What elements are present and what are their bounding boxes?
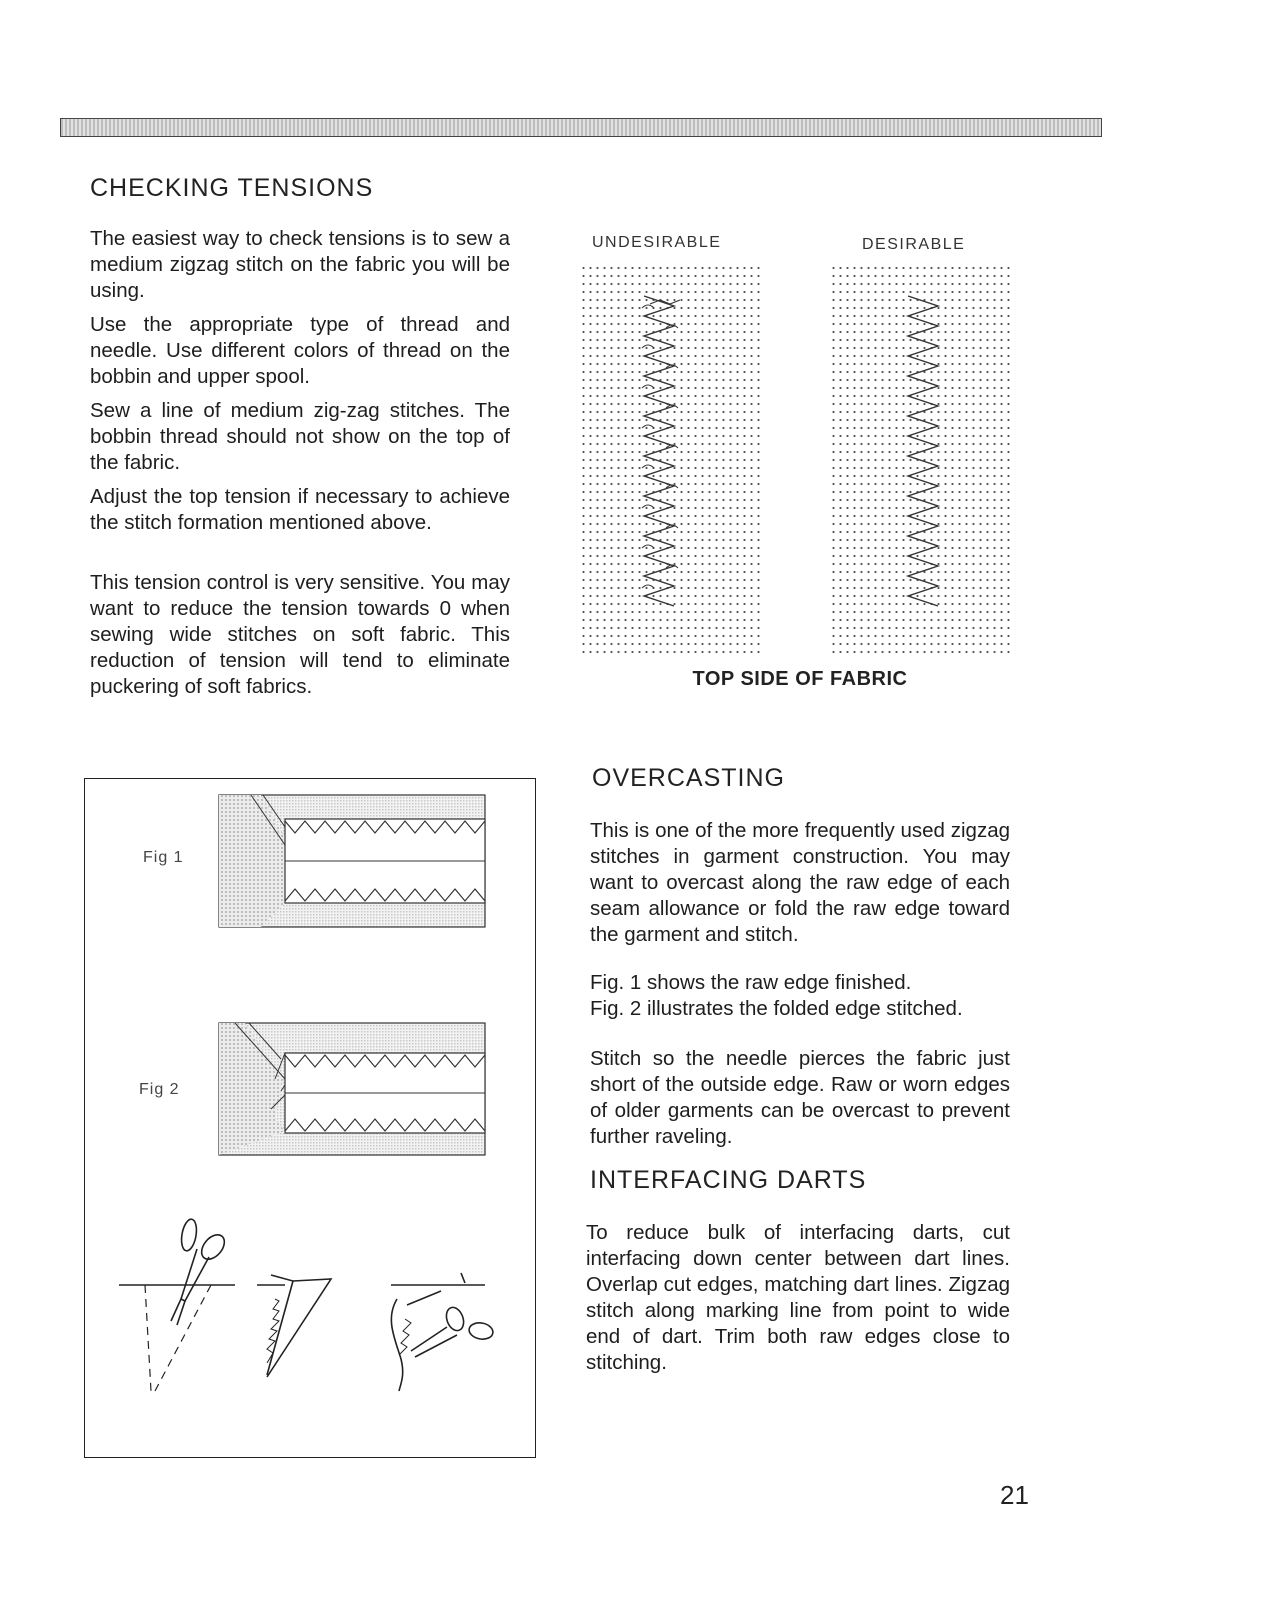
zigzag-stitch-undesirable: [580, 264, 762, 654]
label-desirable: DESIRABLE: [862, 236, 966, 253]
dart-step-overlap-drawing: [257, 1275, 331, 1377]
paragraph: Fig. 2 illustrates the folded edge stitched.: [590, 997, 963, 1020]
paragraph: This tension control is very sensitive. You may want to reduce the tension towards 0 when sewing wide stitches on soft fabric. This reduction of tension will tend to eliminate puckering of soft fabrics.: [90, 571, 510, 698]
fig2-label: Fig 2: [139, 1081, 180, 1098]
paragraph: The easiest way to check tensions is to sew a medium zigzag stitch on the fabric you will be using.: [90, 227, 510, 302]
section-heading-interfacing-darts: INTERFACING DARTS: [590, 1166, 867, 1194]
paragraph: Sew a line of medium zig-zag stitches. The bobbin thread should not show on the top of the fabric.: [90, 399, 510, 474]
paragraph: Use the appropriate type of thread and needle. Use different colors of thread on the bobbin and upper spool.: [90, 313, 510, 388]
paragraph: Adjust the top tension if necessary to achieve the stitch formation mentioned above.: [90, 485, 510, 534]
dart-step-cut-drawing: [119, 1218, 235, 1391]
dart-step-trim-drawing: [391, 1273, 494, 1391]
section-heading-overcasting: OVERCASTING: [592, 764, 785, 792]
figure-box-overcasting: [84, 778, 536, 1458]
header-rule: [60, 118, 1102, 137]
zigzag-stitch-desirable: [830, 264, 1012, 654]
caption-top-side-of-fabric: TOP SIDE OF FABRIC: [692, 668, 908, 690]
fig2-drawing: [219, 1023, 485, 1155]
label-undesirable: UNDESIRABLE: [592, 234, 722, 251]
fig1-label: Fig 1: [143, 849, 184, 866]
fig1-drawing: [219, 795, 485, 927]
paragraph: To reduce bulk of interfacing darts, cut interfacing down center between dart lines. Overlap cut edges, matching dart lines. Zigzag stitch along marking line from point to wide end of dart. Trim both raw edges close to stitching.: [586, 1221, 1010, 1374]
paragraph: Fig. 1 shows the raw edge finished.: [590, 971, 912, 994]
paragraph: Stitch so the needle pierces the fabric just short of the outside edge. Raw or worn edges of older garments can be overcast to prevent further raveling.: [590, 1047, 1010, 1148]
overcasting-figures: [85, 779, 535, 1455]
fabric-sample-undesirable: [580, 264, 762, 654]
page-number: 21: [1000, 1480, 1029, 1510]
section-heading-checking-tensions: CHECKING TENSIONS: [90, 174, 374, 202]
fabric-sample-desirable: [830, 264, 1012, 654]
paragraph: This is one of the more frequently used zigzag stitches in garment construction. You may want to overcast along the raw edge of each seam allowance or fold the raw edge toward the garment and stitch.: [590, 819, 1010, 946]
